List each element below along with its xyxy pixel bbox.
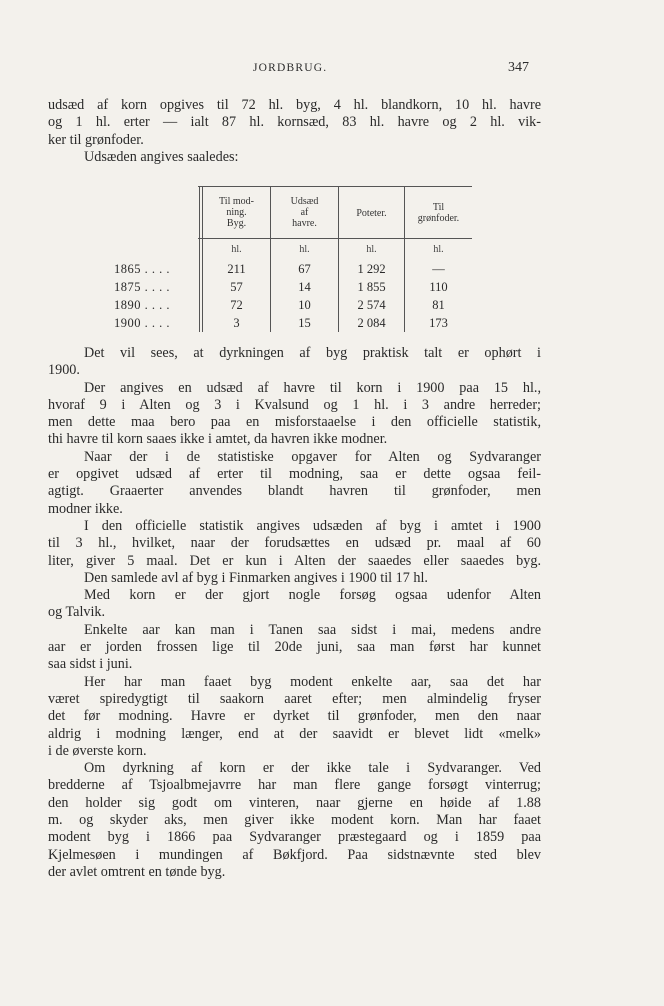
- table-cell: 173: [429, 316, 448, 330]
- text-line: været spiredygtigt til saakorn aaret efter; men almindelig fryser: [48, 690, 541, 707]
- text-line: 1900.: [48, 362, 80, 379]
- unit-label: hl.: [231, 244, 242, 255]
- page-number: 347: [508, 60, 529, 75]
- text-line: Naar der i de statistiske opgaver for Alten og Sydvaranger: [84, 448, 541, 465]
- column-header-poteter: Poteter.: [356, 208, 387, 219]
- text-line: modner ikke.: [48, 500, 123, 517]
- unit-label: hl.: [366, 244, 377, 255]
- table-cell: 15: [298, 316, 311, 330]
- table-cell: 81: [432, 298, 445, 312]
- text-line: den holder sig godt om vinteren, naar gjerne en høide af 1.88: [48, 794, 541, 811]
- text-line: ker til grønfoder.: [48, 131, 144, 148]
- table-cell: 10: [298, 298, 311, 312]
- text-line: bredderne af Tsjoalbmejavrre har man flere gange forsøgt vinterrug;: [48, 777, 541, 794]
- text-line: men dette maa bero paa en misforstaaelse i den officielle statistik,: [48, 414, 541, 431]
- column-header-havre: Udsæd af havre.: [290, 196, 319, 229]
- text-line: er opgivet udsæd af erter til modning, saa er dette ogsaa feil-: [48, 466, 541, 483]
- column-header-byg: Til mod- ning. Byg.: [219, 196, 254, 229]
- table-cell: —: [432, 262, 445, 276]
- table-cell: 211: [227, 262, 246, 276]
- text-line: thi havre til korn saaes ikke i amtet, da havren ikke modner.: [48, 431, 388, 448]
- table-cell: 2 574: [357, 298, 386, 312]
- text-line: der avlet omtrent en tønde byg.: [48, 863, 226, 880]
- text-line: i de øverste korn.: [48, 742, 147, 759]
- unit-label: hl.: [299, 244, 310, 255]
- column-header-gronfoder: Til grønfoder.: [417, 202, 460, 224]
- text-line: I den officielle statistik angives udsæden af byg i amtet i 1900: [84, 517, 541, 534]
- text-line: saa sidst i juni.: [48, 656, 133, 673]
- text-line: Det vil sees, at dyrkningen af byg praktisk talt er ophørt i: [84, 345, 541, 361]
- table-cell: 72: [230, 298, 243, 312]
- body-text: [48, 345, 541, 881]
- running-title: JORDBRUG.: [253, 62, 328, 74]
- text-line: agtigt. Graaerter anvendes blandt havren til grønfoder, men: [48, 483, 541, 500]
- table-cell: 2 084: [357, 316, 386, 330]
- text-line: aar er jorden frossen lige til 20de juni, saa man først har kunnet: [48, 639, 541, 656]
- row-year: 1865 . . . .: [114, 262, 170, 276]
- text-line: og 1 hl. erter — ialt 87 hl. kornsæd, 83 hl. havre og 2 hl. vik-: [48, 114, 541, 131]
- table-cell: 14: [298, 280, 311, 294]
- table-cell: 1 855: [357, 280, 386, 294]
- text-line: udsæd af korn opgives til 72 hl. byg, 4 hl. blandkorn, 10 hl. havre: [48, 97, 541, 113]
- text-line: liter, giver 5 maal. Det er kun i Alten der saaedes eller saaedes byg.: [48, 552, 541, 569]
- text-line: til 3 hl., hvilket, naar der forudsættes en udsæd pr. maal af 60: [48, 535, 541, 552]
- table-cell: 57: [230, 280, 243, 294]
- intro-paragraph: [48, 97, 541, 166]
- row-year: 1875 . . . .: [114, 280, 170, 294]
- row-year: 1900 . . . .: [114, 316, 170, 330]
- table-cell: 67: [298, 262, 311, 276]
- sowing-table: [100, 186, 472, 336]
- text-line: aldrig i modning længer, end at der saavidt er blevet lidt «melk»: [48, 725, 541, 742]
- text-line: m. og skyder aks, men giver ikke modent korn. Man har faaet: [48, 812, 541, 829]
- text-line: Med korn er der gjort nogle forsøg ogsaa udenfor Alten: [84, 587, 541, 604]
- text-line: Om dyrkning af korn er der ikke tale i Sydvaranger. Ved: [84, 760, 541, 777]
- row-year: 1890 . . . .: [114, 298, 170, 312]
- text-line: Enkelte aar kan man i Tanen saa sidst i mai, medens andre: [84, 621, 541, 638]
- text-line: Kjelmesøen i mundingen af Bøkfjord. Paa sidstnævnte sted blev: [48, 846, 541, 863]
- text-line: Den samlede avl af byg i Finmarken angives i 1900 til 17 hl.: [84, 569, 428, 586]
- text-line: modent byg i 1866 paa Sydvaranger præstegaard og i 1859 paa: [48, 829, 541, 846]
- table-cell: 3: [233, 316, 240, 330]
- text-line: det før modning. Havre er dyrket til grønfoder, men den naar: [48, 708, 541, 725]
- unit-label: hl.: [433, 244, 444, 255]
- text-line: Her har man faaet byg modent enkelte aar, saa det har: [84, 673, 541, 690]
- page-header: [0, 62, 664, 82]
- text-line: Der angives en udsæd af havre til korn i 1900 paa 15 hl.,: [84, 379, 541, 396]
- table-cell: 1 292: [357, 262, 386, 276]
- text-line: og Talvik.: [48, 604, 106, 621]
- text-line: hvoraf 9 i Alten og 3 i Kvalsund og 1 hl. i 3 andre herreder;: [48, 396, 541, 413]
- text-line: Udsæden angives saaledes:: [84, 148, 239, 165]
- table-cell: 110: [429, 280, 448, 294]
